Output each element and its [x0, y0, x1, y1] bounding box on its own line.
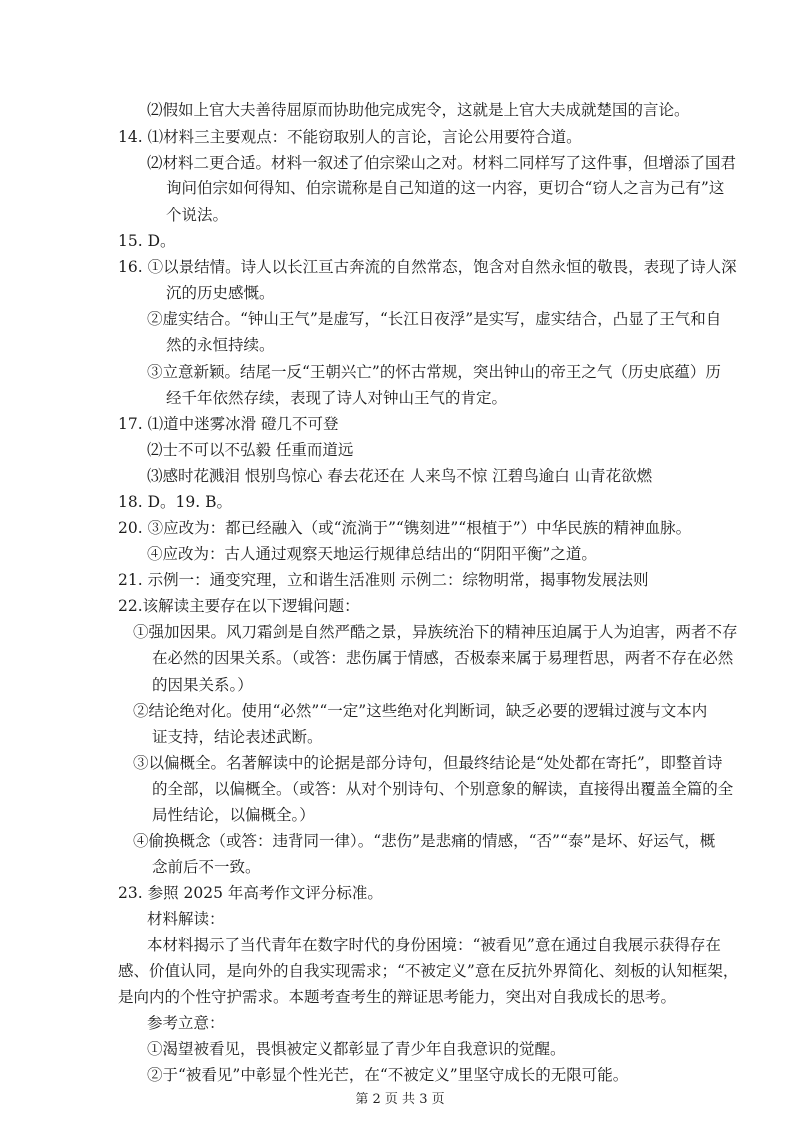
text-line: ②结论绝对化。使用“必然”“一定”这些绝对化判断词，缺乏必要的逻辑过渡与文本内 [133, 702, 708, 720]
text-line: 沉的历史感慨。 [166, 284, 275, 302]
text-line: ③立意新颖。结尾一反“王朝兴亡”的怀古常规，突出钟山的帝王之气（历史底蕴）历 [147, 363, 721, 381]
text-line: 的因果关系。） [152, 676, 253, 694]
text-line: 23. 参照 2025 年高考作文评分标准。 [118, 884, 383, 902]
text-line: ④偷换概念（或答：违背同一律）。“悲伤”是悲痛的情感，“否”“泰”是坏、好运气，概 [133, 832, 716, 850]
text-line: 经千年依然存续，表现了诗人对钟山王气的肯定。 [166, 389, 508, 407]
text-line: ①渴望被看见，畏惧被定义都彰显了青少年自我意识的觉醒。 [147, 1040, 566, 1058]
text-line: ⑵士不可以不弘毅 任重而道远 [147, 441, 354, 459]
text-line: 参考立意： [147, 1014, 225, 1032]
text-line: ⑵假如上官大夫善待屈原而协助他完成宪令，这就是上官大夫成就楚国的言论。 [147, 101, 690, 119]
text-line: ④应改为：古人通过观察天地运行规律总结出的“阴阳平衡”之道。 [147, 545, 597, 563]
text-line: 是向内的个性守护需求。本题考查考生的辩证思考能力，突出对自我成长的思考。 [118, 988, 677, 1006]
text-line: ②于“被看见”中彰显个性光芒，在“不被定义”里坚守成长的无限可能。 [147, 1066, 629, 1084]
text-line: 材料解读： [147, 910, 225, 928]
text-line: ⑶感时花溅泪 恨别鸟惊心 春去花还在 人来鸟不惊 江碧鸟逾白 山青花欲燃 [147, 467, 653, 485]
text-line: 个说法。 [166, 206, 229, 224]
text-line: 17. ⑴道中迷雾冰滑 磴几不可登 [118, 415, 339, 433]
text-line: 16. ①以景结情。诗人以长江亘古奔流的自然常态，饱含对自然永恒的敬畏，表现了诗人深 [118, 258, 737, 276]
text-line: 然的永恒持续。 [166, 336, 275, 354]
text-line: 22.该解读主要存在以下逻辑问题： [118, 597, 360, 615]
text-line: 询问伯宗如何得知、伯宗谎称是自己知道的这一内容，更切合“窃人之言为己有”这 [166, 179, 725, 197]
text-line: 本材料揭示了当代青年在数字时代的身份困境：“被看见”意在通过自我展示获得存在 [147, 936, 721, 954]
text-line: ②虚实结合。“钟山王气”是虚写，“长江日夜浮”是实写，虚实结合，凸显了王气和自 [147, 310, 722, 328]
text-line: ①强加因果。风刀霜剑是自然严酷之景，异族统治下的精神压迫属于人为迫害，两者不存 [133, 623, 738, 641]
page-footer: 第 2 页 共 3 页 [355, 1092, 445, 1107]
text-line: 20. ③应改为：都已经融入（或“流淌于”“镌刻进”“根植于”）中华民族的精神血脉。 [118, 519, 692, 537]
text-line: 14. ⑴材料三主要观点：不能窃取别人的言论，言论公用要符合道。 [118, 128, 582, 146]
text-line: 感、价值认同，是向外的自我实现需求；“不被定义”意在反抗外界简化、刻板的认知框架， [118, 962, 739, 980]
text-line: 的全部，以偏概全。（或答：从对个别诗句、个别意象的解读，直接得出覆盖全篇的全 [152, 780, 734, 798]
text-line: 证支持，结论表述武断。 [152, 728, 323, 746]
text-line: 局性结论，以偏概全。） [152, 806, 315, 824]
text-line: ⑵材料二更合适。材料一叙述了伯宗梁山之对。材料二同样写了这件事，但增添了国君 [147, 154, 737, 172]
text-line: 念前后不一致。 [152, 858, 261, 876]
text-line: 在必然的因果关系。（或答：悲伤属于情感，否极泰来属于易理哲思，两者不存在必然 [152, 649, 734, 667]
text-line: 15. D。 [118, 232, 176, 250]
text-line: 18. D。19. B。 [118, 493, 232, 511]
text-line: 21. 示例一：通变究理，立和谐生活准则 示例二：综物明常，揭事物发展法则 [118, 571, 649, 589]
text-line: ③以偏概全。名著解读中的论据是部分诗句，但最终结论是“处处都在寄托”，即整首诗 [133, 754, 723, 772]
